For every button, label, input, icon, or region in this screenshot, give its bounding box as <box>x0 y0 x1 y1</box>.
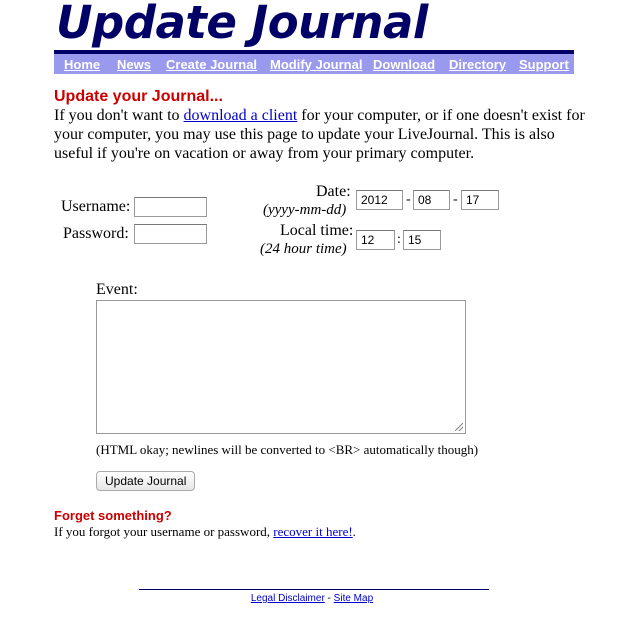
footer <box>0 593 624 604</box>
date-label: Date: <box>316 183 351 200</box>
intro-text-2: for your computer, or if one doesn't exist for your computer, you may use this page to update your LiveJournal. This is also useful if you're on vacation or away from your primary computer. <box>54 107 585 162</box>
footer-separator: - <box>324 593 334 604</box>
password-label: Password: <box>63 225 129 242</box>
username-field[interactable] <box>134 197 207 217</box>
username-label: Username: <box>61 198 131 215</box>
time-separator: : <box>397 232 401 247</box>
nav-support[interactable]: Support <box>519 57 569 72</box>
intro-paragraph <box>54 106 594 163</box>
footer-divider <box>139 589 489 590</box>
nav-modify-journal[interactable]: Modify Journal <box>270 57 363 72</box>
site-logo: Update Journal <box>56 0 428 49</box>
nav-bar <box>54 50 574 74</box>
year-field[interactable]: 2012 <box>356 190 403 210</box>
date-separator: - <box>453 192 458 207</box>
forgot-text <box>54 524 356 540</box>
html-note: (HTML okay; newlines will be converted to <BR> automatically though) <box>96 442 479 457</box>
nav-directory[interactable]: Directory <box>449 57 507 72</box>
time-hint: (24 hour time) <box>260 241 347 257</box>
date-hint: (yyyy-mm-dd) <box>263 202 347 218</box>
event-label: Event: <box>96 281 138 298</box>
forgot-text-suffix: . <box>352 524 356 539</box>
intro-text-1: If you don't want to <box>54 107 184 124</box>
resize-grip-icon[interactable] <box>455 423 463 431</box>
section-title: Update your Journal... <box>54 88 223 105</box>
password-field[interactable] <box>134 224 207 244</box>
date-separator: - <box>406 192 411 207</box>
legal-disclaimer-link[interactable]: Legal Disclaimer <box>250 593 325 604</box>
site-map-link[interactable]: Site Map <box>333 593 374 604</box>
event-textarea[interactable] <box>96 300 466 434</box>
minute-field[interactable]: 15 <box>403 230 441 250</box>
nav-home[interactable]: Home <box>64 57 101 72</box>
time-label: Local time: <box>280 222 354 239</box>
nav-news[interactable]: News <box>117 57 151 72</box>
recover-link[interactable]: recover it here! <box>273 524 353 539</box>
hour-field[interactable]: 12 <box>356 230 395 250</box>
month-field[interactable]: 08 <box>413 190 450 210</box>
forgot-title: Forget something? <box>54 508 172 523</box>
update-journal-button[interactable]: Update Journal <box>96 471 195 491</box>
nav-create-journal[interactable]: Create Journal <box>166 57 258 72</box>
forgot-text-prefix: If you forgot your username or password, <box>54 524 274 539</box>
day-field[interactable]: 17 <box>461 190 499 210</box>
download-client-link[interactable]: download a client <box>183 107 298 124</box>
nav-download[interactable]: Download <box>373 57 436 72</box>
